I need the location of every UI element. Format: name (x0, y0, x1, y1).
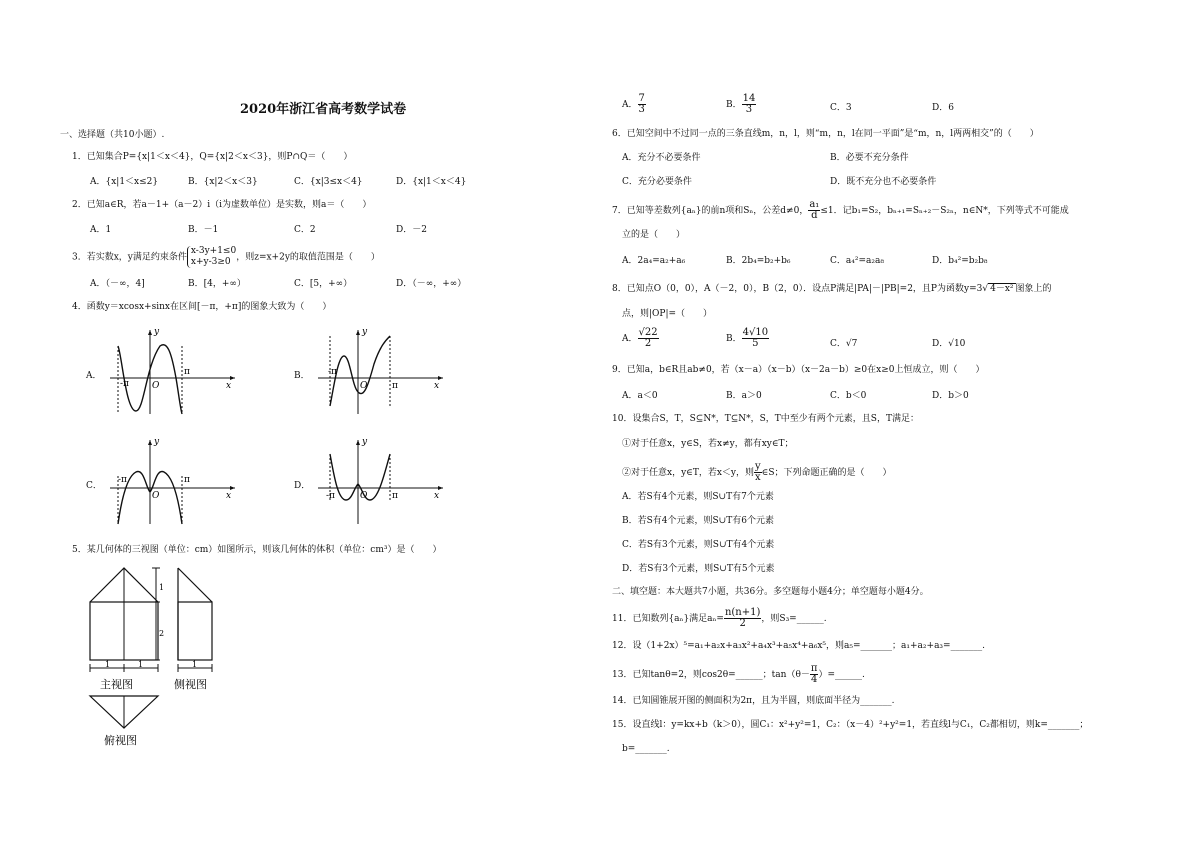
q5-top-label: 俯视图 (104, 734, 137, 747)
q2-option-a[interactable]: A．1 (90, 225, 112, 235)
q13 (612, 664, 865, 685)
q7-frac-den: d (811, 210, 818, 221)
q4d-origin-label: O (360, 491, 368, 501)
q4-graph-b[interactable] (308, 326, 448, 416)
q5-dim-right: 1 (138, 660, 144, 669)
q5-front-label: 主视图 (100, 678, 133, 691)
q5-option-a[interactable] (622, 94, 646, 115)
q1-option-d[interactable]: D．{x|1＜x＜4} (396, 177, 467, 187)
q3-constraint-1: x-3y+1≤0 (190, 246, 237, 256)
q3-option-a[interactable]: A．（－∞，4] (90, 279, 145, 289)
q4d-y-label: y (362, 437, 368, 447)
q4b-origin-label: O (360, 381, 368, 391)
q4c-neg-pi-label: -π (118, 475, 127, 485)
q3-option-c[interactable]: C．[5，+∞） (294, 279, 353, 289)
q15-line-1[interactable]: 15．设直线l：y=kx+b（k＞0），圆C₁：x²+y²=1，C₂：（x－4）²+y²=1，若直线l与C₁，C₂都相切，则k=_______； (612, 720, 1089, 730)
q4d-x-label: x (434, 491, 440, 501)
q4a-pi-label: π (184, 367, 190, 377)
q7-stem-b: ≤1．记b₁=S₂，bₙ₊₁=Sₙ₊₂－S₂ₙ，n∈N*，下列等式不可能成 (820, 206, 1069, 216)
q8b-num: 4√10 (742, 327, 769, 338)
q5-front-view (90, 568, 158, 660)
q5-option-d[interactable]: D．6 (932, 103, 954, 113)
q9-option-b[interactable]: B．a＞0 (726, 391, 762, 401)
q8-option-a[interactable] (622, 328, 659, 349)
q7-option-c[interactable]: C．a₄²=a₂a₈ (830, 256, 884, 266)
q10-condition-2 (622, 462, 892, 483)
q4c-x-label: x (226, 491, 232, 501)
q2-option-c[interactable]: C．2 (294, 225, 316, 235)
q4b-x-label: x (434, 381, 440, 391)
q5a-den: 3 (638, 104, 645, 115)
q8a-den: 2 (644, 338, 652, 349)
q11-fraction (724, 608, 761, 629)
q6-option-c[interactable]: C．充分必要条件 (622, 177, 692, 187)
q8-option-d[interactable]: D．√10 (932, 339, 966, 349)
q13-num: π (810, 663, 818, 674)
q6-option-a[interactable]: A．充分不必要条件 (622, 153, 701, 163)
q5b-fraction (742, 94, 757, 115)
q5-dim-side: 1 (192, 660, 198, 669)
q9-option-d[interactable]: D．b＞0 (932, 391, 969, 401)
q8a-fraction (638, 328, 659, 349)
q5-top-view (90, 696, 158, 728)
q13-den: 4 (810, 674, 818, 685)
q6-stem: 6．已知空间中不过同一点的三条直线m，n，l，则“m，n，l在同一平面”是“m，n，l两两相交”的（ ） (612, 129, 1039, 139)
q4-option-d[interactable]: D． (294, 481, 311, 491)
q7-option-a[interactable]: A．2a₄=a₂+a₆ (622, 256, 686, 266)
q4c-y-label: y (154, 437, 160, 447)
q5-side-view (178, 568, 212, 660)
q10-option-c[interactable]: C．若S有3个元素，则S∪T有4个元素 (622, 540, 775, 550)
q9-option-a[interactable]: A．a＜0 (622, 391, 658, 401)
q8-stem: 8．已知点O（0，0），A（－2，0），B（2，0）．设点P满足|PA|－|PB|=2，且P为函数y=3√ 4－x² 图象上的 (612, 284, 1052, 294)
q1-stem: 1．已知集合P={x|1＜x＜4}，Q={x|2＜x＜3}，则P∩Q＝（ ） (72, 152, 353, 162)
q12[interactable]: 12．设（1+2x）⁵=a₁+a₂x+a₃x²+a₄x³+a₅x⁴+a₆x⁵，则a₅=_______；a₁+a₂+a₃=_______. (612, 641, 985, 651)
q9-stem: 9．已知a，b∈R且ab≠0，若（x－a）（x－b）（x－2a－b）≥0在x≥0上恒成立，则（ ） (612, 365, 985, 375)
q5b-num: 14 (742, 93, 756, 104)
q2-option-b[interactable]: B．－1 (188, 225, 219, 235)
q4-graph-c[interactable] (100, 436, 240, 526)
q7-option-b[interactable]: B．2b₄=b₂+b₆ (726, 256, 791, 266)
q3-option-b[interactable]: B．[4，+∞） (188, 279, 246, 289)
q5-dim-bottom: 2 (159, 629, 165, 638)
q4b-y-label: y (362, 327, 368, 337)
q4b-pi-label: π (392, 381, 398, 391)
q11-num: n(n+1) (724, 607, 761, 618)
q4-option-c[interactable]: C． (86, 481, 102, 491)
q3-stem (72, 246, 380, 268)
q15-line-2[interactable]: b=_______. (622, 744, 670, 754)
q8-stem-c: 点，则|OP|=（ ） (622, 309, 713, 319)
q5-option-c[interactable]: C．3 (830, 103, 852, 113)
q4-graph-d[interactable] (308, 436, 448, 526)
q13-b[interactable]: ）=______. (818, 670, 865, 680)
q8a-label: A． (622, 334, 638, 344)
q8-stem-a: 8．已知点O（0，0），A（－2，0），B（2，0）．设点P满足|PA|－|PB|=2，且P为函数y=3 (612, 284, 983, 294)
q10-stem: 10．设集合S，T，S⊆N*，T⊆N*，S，T中至少有两个元素，且S，T满足： (612, 414, 919, 424)
page-title: 2020年浙江省高考数学试卷 (240, 102, 407, 117)
q1-option-c[interactable]: C．{x|3≤x＜4} (294, 177, 363, 187)
section-heading-choice: 一、选择题（共10小题）. (60, 130, 165, 140)
q11 (612, 608, 827, 629)
q5b-label: B． (726, 100, 742, 110)
q4a-y-label: y (154, 327, 160, 337)
q5-side-label: 侧视图 (174, 678, 207, 691)
q11-a: 11．已知数列{aₙ}满足aₙ= (612, 614, 724, 624)
q8b-den: 5 (752, 338, 759, 349)
q5-stem: 5．某几何体的三视图（单位：cm）如图所示，则该几何体的体积（单位：cm³）是（ ） (72, 545, 442, 555)
q4c-origin-label: O (152, 491, 160, 501)
q3-option-d[interactable]: D．（－∞，+∞） (396, 279, 467, 289)
q4a-origin-label: O (152, 381, 160, 391)
q8b-fraction (742, 328, 769, 349)
section-heading-fill: 二、填空题：本大题共7小题，共36分。多空题每小题4分；单空题每小题4分。 (612, 587, 929, 597)
q7-option-d[interactable]: D．b₄²=b₂b₈ (932, 256, 988, 266)
q11-b[interactable]: ，则S₃=______. (761, 614, 827, 624)
q4-stem: 4．函数y＝xcosx+sinx在区间[－π，+π]的图象大致为（ ） (72, 302, 332, 312)
q3-stem-suffix: ，则z=x+2y的取值范围是（ ） (236, 252, 380, 263)
q9-option-c[interactable]: C．b＜0 (830, 391, 867, 401)
q4d-neg-pi-label: -π (326, 491, 335, 501)
q10-c2-a: ②对于任意x，y∈T，若x＜y，则 (622, 468, 754, 478)
q4a-neg-pi-label: -π (120, 379, 129, 389)
q7-frac-num: a₁ (809, 199, 820, 210)
q3-constraint-2: x+y-3≥0 (190, 257, 231, 267)
q3-stem-prefix: 3．若实数x，y满足约束条件 (72, 252, 187, 263)
q7-stem-c: 立的是（ ） (622, 230, 686, 240)
q2-stem: 2．已知a∈R，若a－1+（a－2）i（i为虚数单位）是实数，则a＝（ ） (72, 200, 372, 210)
q7-fraction (808, 200, 820, 221)
q8-option-c[interactable]: C．√7 (830, 339, 858, 349)
q4d-pi-label: π (392, 491, 398, 501)
q8-sqrt: 4－x² (990, 284, 1014, 294)
q5a-fraction (638, 94, 646, 115)
q10-frac-den: x (755, 472, 761, 483)
q5-three-views (86, 566, 286, 751)
q10-option-d[interactable]: D．若S有3个元素，则S∪T有5个元素 (622, 564, 775, 574)
q4a-x-label: x (226, 381, 232, 391)
q6-option-d[interactable]: D．既不充分也不必要条件 (830, 177, 937, 187)
q1-option-b[interactable]: B．{x|2＜x＜3} (188, 177, 258, 187)
q4-graph-a[interactable] (100, 326, 240, 416)
q4b-neg-pi-label: -π (328, 367, 337, 377)
q10-condition-1: ①对于任意x，y∈S，若x≠y，都有xy∈T； (622, 439, 794, 449)
q5-dim-left: 1 (105, 660, 111, 669)
q5-dim-top: 1 (159, 583, 165, 592)
q7-stem-a: 7．已知等差数列{aₙ}的前n项和Sₙ，公差d≠0， (612, 206, 809, 216)
q3-constraint-system (187, 246, 236, 268)
q11-den: 2 (739, 618, 746, 629)
q4c-pi-label: π (184, 475, 190, 485)
q8a-num: √22 (638, 327, 658, 338)
q4-option-b[interactable]: B． (294, 371, 310, 381)
q4-option-a[interactable]: A． (86, 371, 102, 381)
q5a-num: 7 (638, 93, 645, 104)
q6-option-b[interactable]: B．必要不充分条件 (830, 153, 909, 163)
q10-frac-num: y (755, 461, 761, 472)
q7-stem (612, 200, 1069, 221)
q8-option-b[interactable] (726, 328, 769, 349)
q10-option-b[interactable]: B．若S有4个元素，则S∪T有6个元素 (622, 516, 774, 526)
q8-stem-b: 图象上的 (1015, 284, 1052, 294)
q5a-label: A． (622, 100, 638, 110)
q13-a: 13．已知tanθ=2，则cos2θ=______；tan（θ－ (612, 670, 810, 680)
q5-option-b[interactable] (726, 94, 756, 115)
q14[interactable]: 14．已知圆锥展开图的侧面积为2π，且为半圆，则底面半径为_______. (612, 696, 895, 706)
q8b-label: B． (726, 334, 742, 344)
q1-option-a[interactable]: A．{x|1＜x≤2} (90, 177, 159, 187)
q10-option-a[interactable]: A．若S有4个元素，则S∪T有7个元素 (622, 492, 774, 502)
q10-fraction (754, 462, 762, 483)
q10-c2-b: ∈S；下列命题正确的是（ ） (761, 468, 892, 478)
q2-option-d[interactable]: D．－2 (396, 225, 427, 235)
q5b-den: 3 (745, 104, 753, 115)
